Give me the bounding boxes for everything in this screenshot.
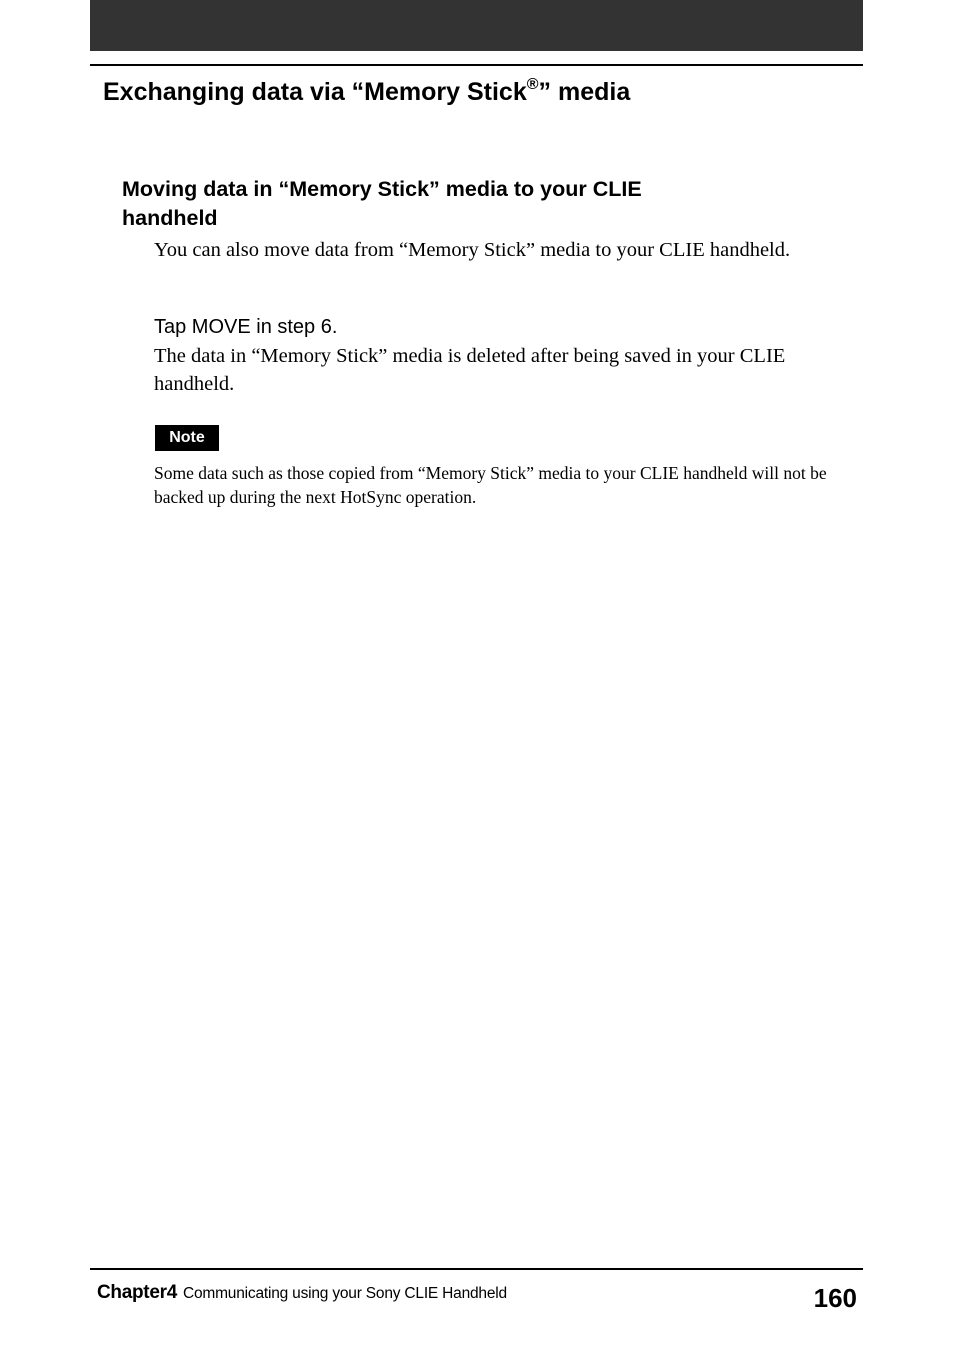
step-heading: Tap MOVE in step 6. xyxy=(154,316,338,338)
chapter-label: Chapter4 xyxy=(97,1282,177,1303)
section-title-end: ” media xyxy=(538,78,631,106)
step-description: The data in “Memory Stick” media is deleted after being saved in your CLIE handheld. xyxy=(154,345,786,395)
note-badge: Note xyxy=(155,425,219,451)
footer-rule xyxy=(90,1268,863,1270)
note-text: Some data such as those copied from “Memory Stick” media to your CLIE handheld will not be backed up during the next HotSync operation. xyxy=(154,463,827,507)
chapter-title: Communicating using your Sony CLIE Handheld xyxy=(182,1285,507,1302)
section-title xyxy=(103,75,630,109)
header-rule xyxy=(90,64,863,66)
intro-paragraph: You can also move data from “Memory Stick” media to your CLIE handheld. xyxy=(154,239,791,261)
section-title-main: Exchanging data via “Memory Stick xyxy=(103,78,527,106)
page-number: 160 xyxy=(813,1283,857,1313)
registered-mark: ® xyxy=(526,75,539,93)
footer-chapter xyxy=(97,1282,507,1304)
subsection-title: Moving data in “Memory Stick” media to your CLIE handheld xyxy=(122,177,642,230)
header-band xyxy=(90,0,863,51)
